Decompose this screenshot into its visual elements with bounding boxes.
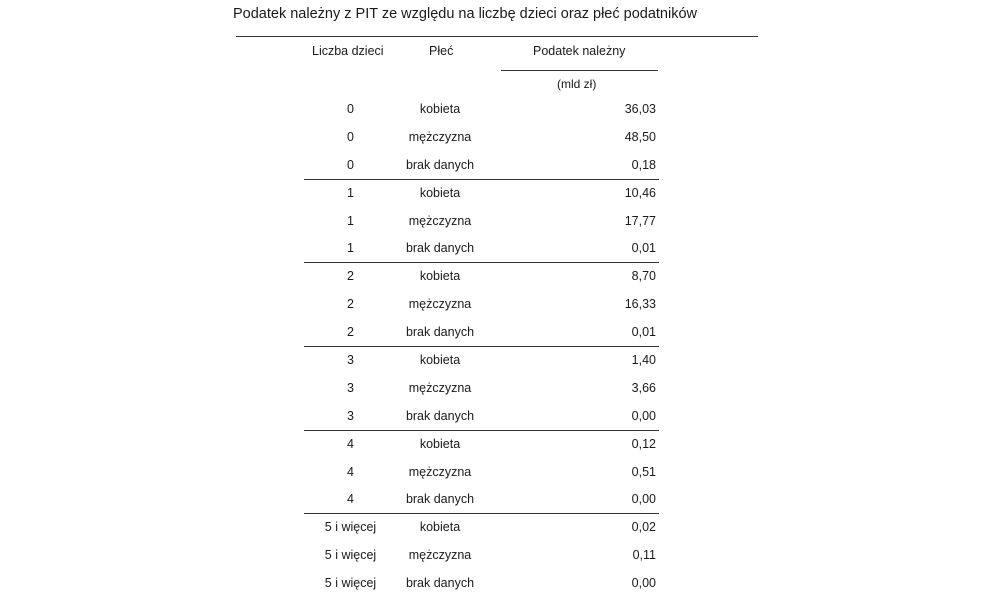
cell-plec: kobieta: [419, 353, 461, 368]
cell-liczba-dzieci: 4: [347, 436, 354, 451]
table-row: [0, 541, 992, 569]
cell-liczba-dzieci: 0: [347, 129, 354, 144]
cell-plec: mężczyzna: [408, 464, 472, 479]
cell-plec: kobieta: [419, 269, 461, 284]
cell-liczba-dzieci: 4: [347, 492, 354, 507]
cell-podatek: 0,00: [631, 576, 656, 591]
cell-plec: kobieta: [419, 185, 461, 200]
cell-liczba-dzieci: 2: [347, 297, 354, 312]
table-row: [0, 513, 992, 541]
cell-liczba-dzieci: 0: [347, 102, 354, 116]
table-body: [0, 95, 992, 597]
cell-plec: brak danych: [405, 408, 475, 423]
table-row: [0, 123, 992, 151]
cell-liczba-dzieci: 1: [347, 241, 354, 256]
header-sub-rule: [501, 70, 658, 71]
cell-plec: brak danych: [405, 492, 475, 507]
table-row: [0, 234, 992, 262]
cell-liczba-dzieci: 5 i więcej: [324, 548, 377, 563]
header-liczba-dzieci: Liczba dzieci: [312, 44, 384, 58]
cell-podatek: 48,50: [624, 129, 656, 144]
cell-podatek: 0,18: [631, 157, 656, 172]
cell-liczba-dzieci: 5 i więcej: [324, 520, 377, 535]
cell-plec: brak danych: [405, 576, 475, 591]
cell-podatek: 16,33: [624, 297, 656, 312]
cell-liczba-dzieci: 3: [347, 353, 354, 368]
table-row: [0, 346, 992, 374]
cell-plec: mężczyzna: [408, 380, 472, 395]
cell-liczba-dzieci: 2: [347, 325, 354, 340]
cell-liczba-dzieci: 2: [347, 269, 354, 284]
top-rule: [236, 36, 758, 37]
cell-plec: brak danych: [405, 157, 475, 172]
cell-podatek: 1,40: [631, 353, 656, 368]
cell-podatek: 10,46: [624, 185, 656, 200]
header-unit: (mld zł): [557, 77, 597, 91]
cell-podatek: 0,01: [631, 325, 656, 340]
cell-plec: kobieta: [419, 102, 461, 116]
cell-podatek: 0,12: [631, 436, 656, 451]
cell-podatek: 36,03: [624, 102, 656, 116]
cell-plec: mężczyzna: [408, 213, 472, 228]
cell-liczba-dzieci: 1: [347, 213, 354, 228]
cell-plec: kobieta: [419, 520, 461, 535]
cell-plec: mężczyzna: [408, 129, 472, 144]
table-row: [0, 569, 992, 597]
table-row: [0, 179, 992, 207]
table-row: [0, 485, 992, 513]
table-row: [0, 290, 992, 318]
cell-podatek: 0,00: [631, 492, 656, 507]
table-row: [0, 151, 992, 179]
cell-liczba-dzieci: 0: [347, 157, 354, 172]
table-row: [0, 262, 992, 290]
cell-plec: kobieta: [419, 436, 461, 451]
header-plec: Płeć: [429, 44, 454, 58]
cell-podatek: 0,11: [632, 548, 656, 563]
table-title: Podatek należny z PIT ze względu na liczbę dzieci oraz płeć podatników: [233, 6, 697, 22]
cell-podatek: 8,70: [631, 269, 656, 284]
cell-plec: mężczyzna: [408, 548, 472, 563]
cell-liczba-dzieci: 5 i więcej: [324, 576, 377, 591]
cell-podatek: 0,51: [631, 464, 656, 479]
cell-plec: mężczyzna: [408, 297, 472, 312]
cell-plec: brak danych: [405, 241, 475, 256]
table-row: [0, 95, 992, 123]
cell-plec: brak danych: [405, 325, 475, 340]
cell-podatek: 3,66: [631, 380, 656, 395]
header-podatek-nalezny: Podatek należny: [533, 44, 626, 58]
cell-liczba-dzieci: 3: [347, 408, 354, 423]
cell-podatek: 17,77: [624, 213, 656, 228]
cell-podatek: 0,02: [631, 520, 656, 535]
cell-liczba-dzieci: 3: [347, 380, 354, 395]
cell-podatek: 0,00: [631, 408, 656, 423]
cell-liczba-dzieci: 4: [347, 464, 354, 479]
cell-liczba-dzieci: 1: [347, 185, 354, 200]
table-row: [0, 402, 992, 430]
table-row: [0, 207, 992, 235]
table-row: [0, 458, 992, 486]
table-row: [0, 318, 992, 346]
cell-podatek: 0,01: [631, 241, 656, 256]
table-row: [0, 430, 992, 458]
table-row: [0, 374, 992, 402]
